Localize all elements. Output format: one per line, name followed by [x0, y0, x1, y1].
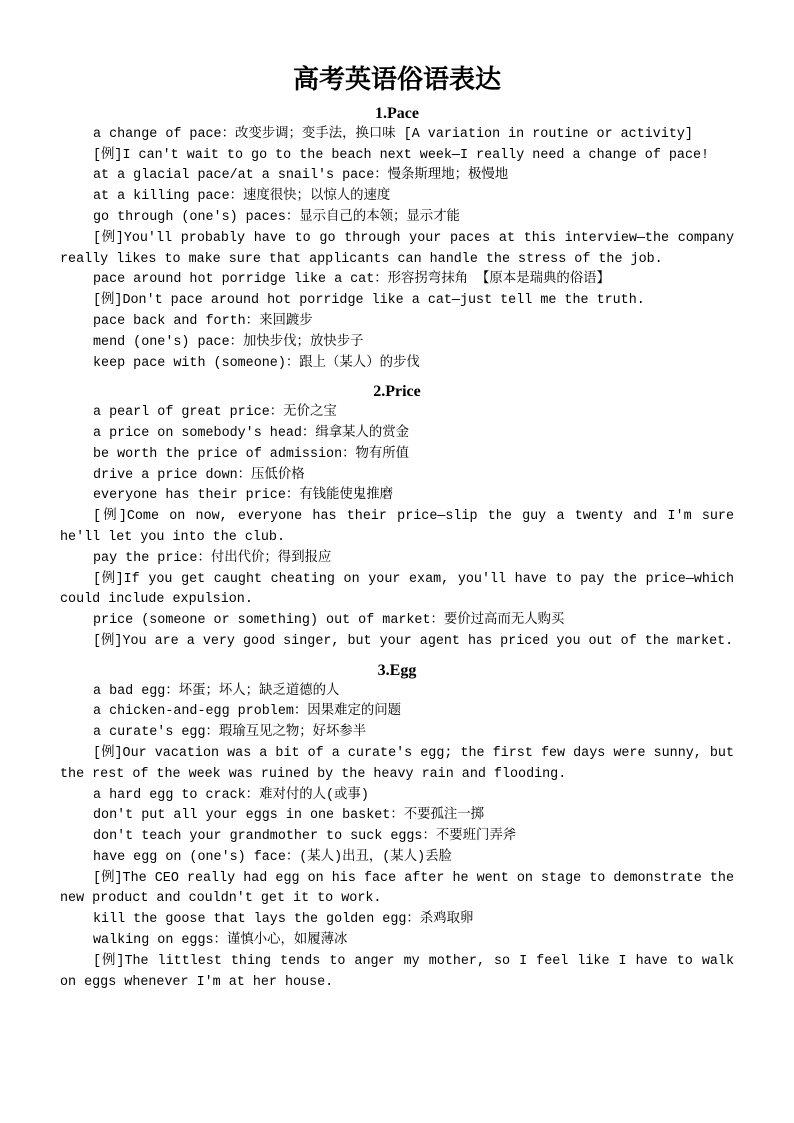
idiom-line: be worth the price of admission：物有所值 [93, 446, 410, 462]
idiom-line: at a glacial pace/at a snail's pace：慢条斯理地；极慢地 [93, 168, 509, 184]
idiom-line: pace back and forth：来回踱步 [93, 313, 313, 329]
idiom-line: kill the goose that lays the golden egg：杀鸡取卵 [93, 912, 474, 928]
idiom-line: a chicken-and-egg problem：因果难定的问题 [93, 704, 402, 720]
idiom-line: everyone has their price：有钱能使鬼推磨 [93, 488, 393, 504]
example-line: [例]I can't wait to go to the beach next week—I really need a change of pace! [93, 147, 710, 163]
section-heading: 2.Price [373, 383, 421, 401]
section-pace [60, 104, 734, 374]
example-line: [例]You'll probably have to go through your paces at this interview—the company really likes to make sure that applicants can handle the stress of the job. [60, 230, 734, 267]
page-title: 高考英语俗语表达 [292, 65, 501, 95]
idiom-line: price (someone or something) out of market：要价过高而无人购买 [93, 613, 565, 629]
idiom-line: a change of pace：改变步调；变手法，换口味 [A variation in routine or activity] [93, 126, 693, 142]
example-line: [例]The littlest thing tends to anger my mother, so I feel like I have to walk on eggs whenever I'm at her house. [60, 953, 734, 990]
example-line: [例]The CEO really had egg on his face after he went on stage to demonstrate the new product and couldn't get it to work. [60, 870, 734, 907]
example-line: [例]Our vacation was a bit of a curate's egg; the first few days were sunny, but the rest of the week was ruined by the heavy rain and flooding. [60, 745, 734, 782]
idiom-line: a hard egg to crack：难对付的人(或事) [93, 787, 369, 803]
idiom-line: pay the price：付出代价；得到报应 [93, 550, 332, 566]
idiom-line: a curate's egg：瑕瑜互见之物；好坏参半 [93, 725, 367, 741]
section-heading: 3.Egg [377, 661, 417, 679]
idiom-line: a pearl of great price：无价之宝 [93, 405, 337, 421]
idiom-line: don't teach your grandmother to suck eggs：不要班门弄斧 [93, 829, 517, 845]
example-line: [例]Don't pace around hot porridge like a cat—just tell me the truth. [93, 293, 645, 309]
idiom-line: at a killing pace：速度很快；以惊人的速度 [93, 189, 391, 205]
idiom-line: walking on eggs：谨慎小心，如履薄冰 [93, 933, 348, 949]
section-heading: 1.Pace [375, 105, 419, 122]
example-line: [例]If you get caught cheating on your exam, you'll have to pay the price—which could include expulsion. [60, 571, 734, 608]
example-line: [例]Come on now, everyone has their price—slip the guy a twenty and I'm sure he'll let you into the club. [60, 509, 734, 545]
example-line: [例]You are a very good singer, but your agent has priced you out of the market. [93, 633, 734, 649]
section-egg [60, 661, 734, 994]
document-page [60, 62, 734, 1001]
idiom-line: have egg on (one's) face：(某人)出丑，(某人)丢脸 [93, 849, 452, 865]
idiom-line: mend (one's) pace：加快步伐；放快步子 [93, 334, 364, 350]
idiom-line: a price on somebody's head：缉拿某人的赏金 [93, 425, 410, 441]
idiom-line: go through (one's) paces：显示自己的本领；显示才能 [93, 209, 460, 225]
idiom-line: keep pace with (someone)：跟上（某人）的步伐 [93, 355, 420, 371]
section-price [60, 382, 734, 652]
idiom-line: drive a price down：压低价格 [93, 467, 305, 483]
idiom-line: a bad egg：坏蛋；坏人；缺乏道德的人 [93, 683, 340, 699]
idiom-line: pace around hot porridge like a cat：形容拐弯抹角 【原本是瑞典的俗语】 [93, 272, 610, 288]
idiom-line: don't put all your eggs in one basket：不要孤注一掷 [93, 808, 485, 824]
